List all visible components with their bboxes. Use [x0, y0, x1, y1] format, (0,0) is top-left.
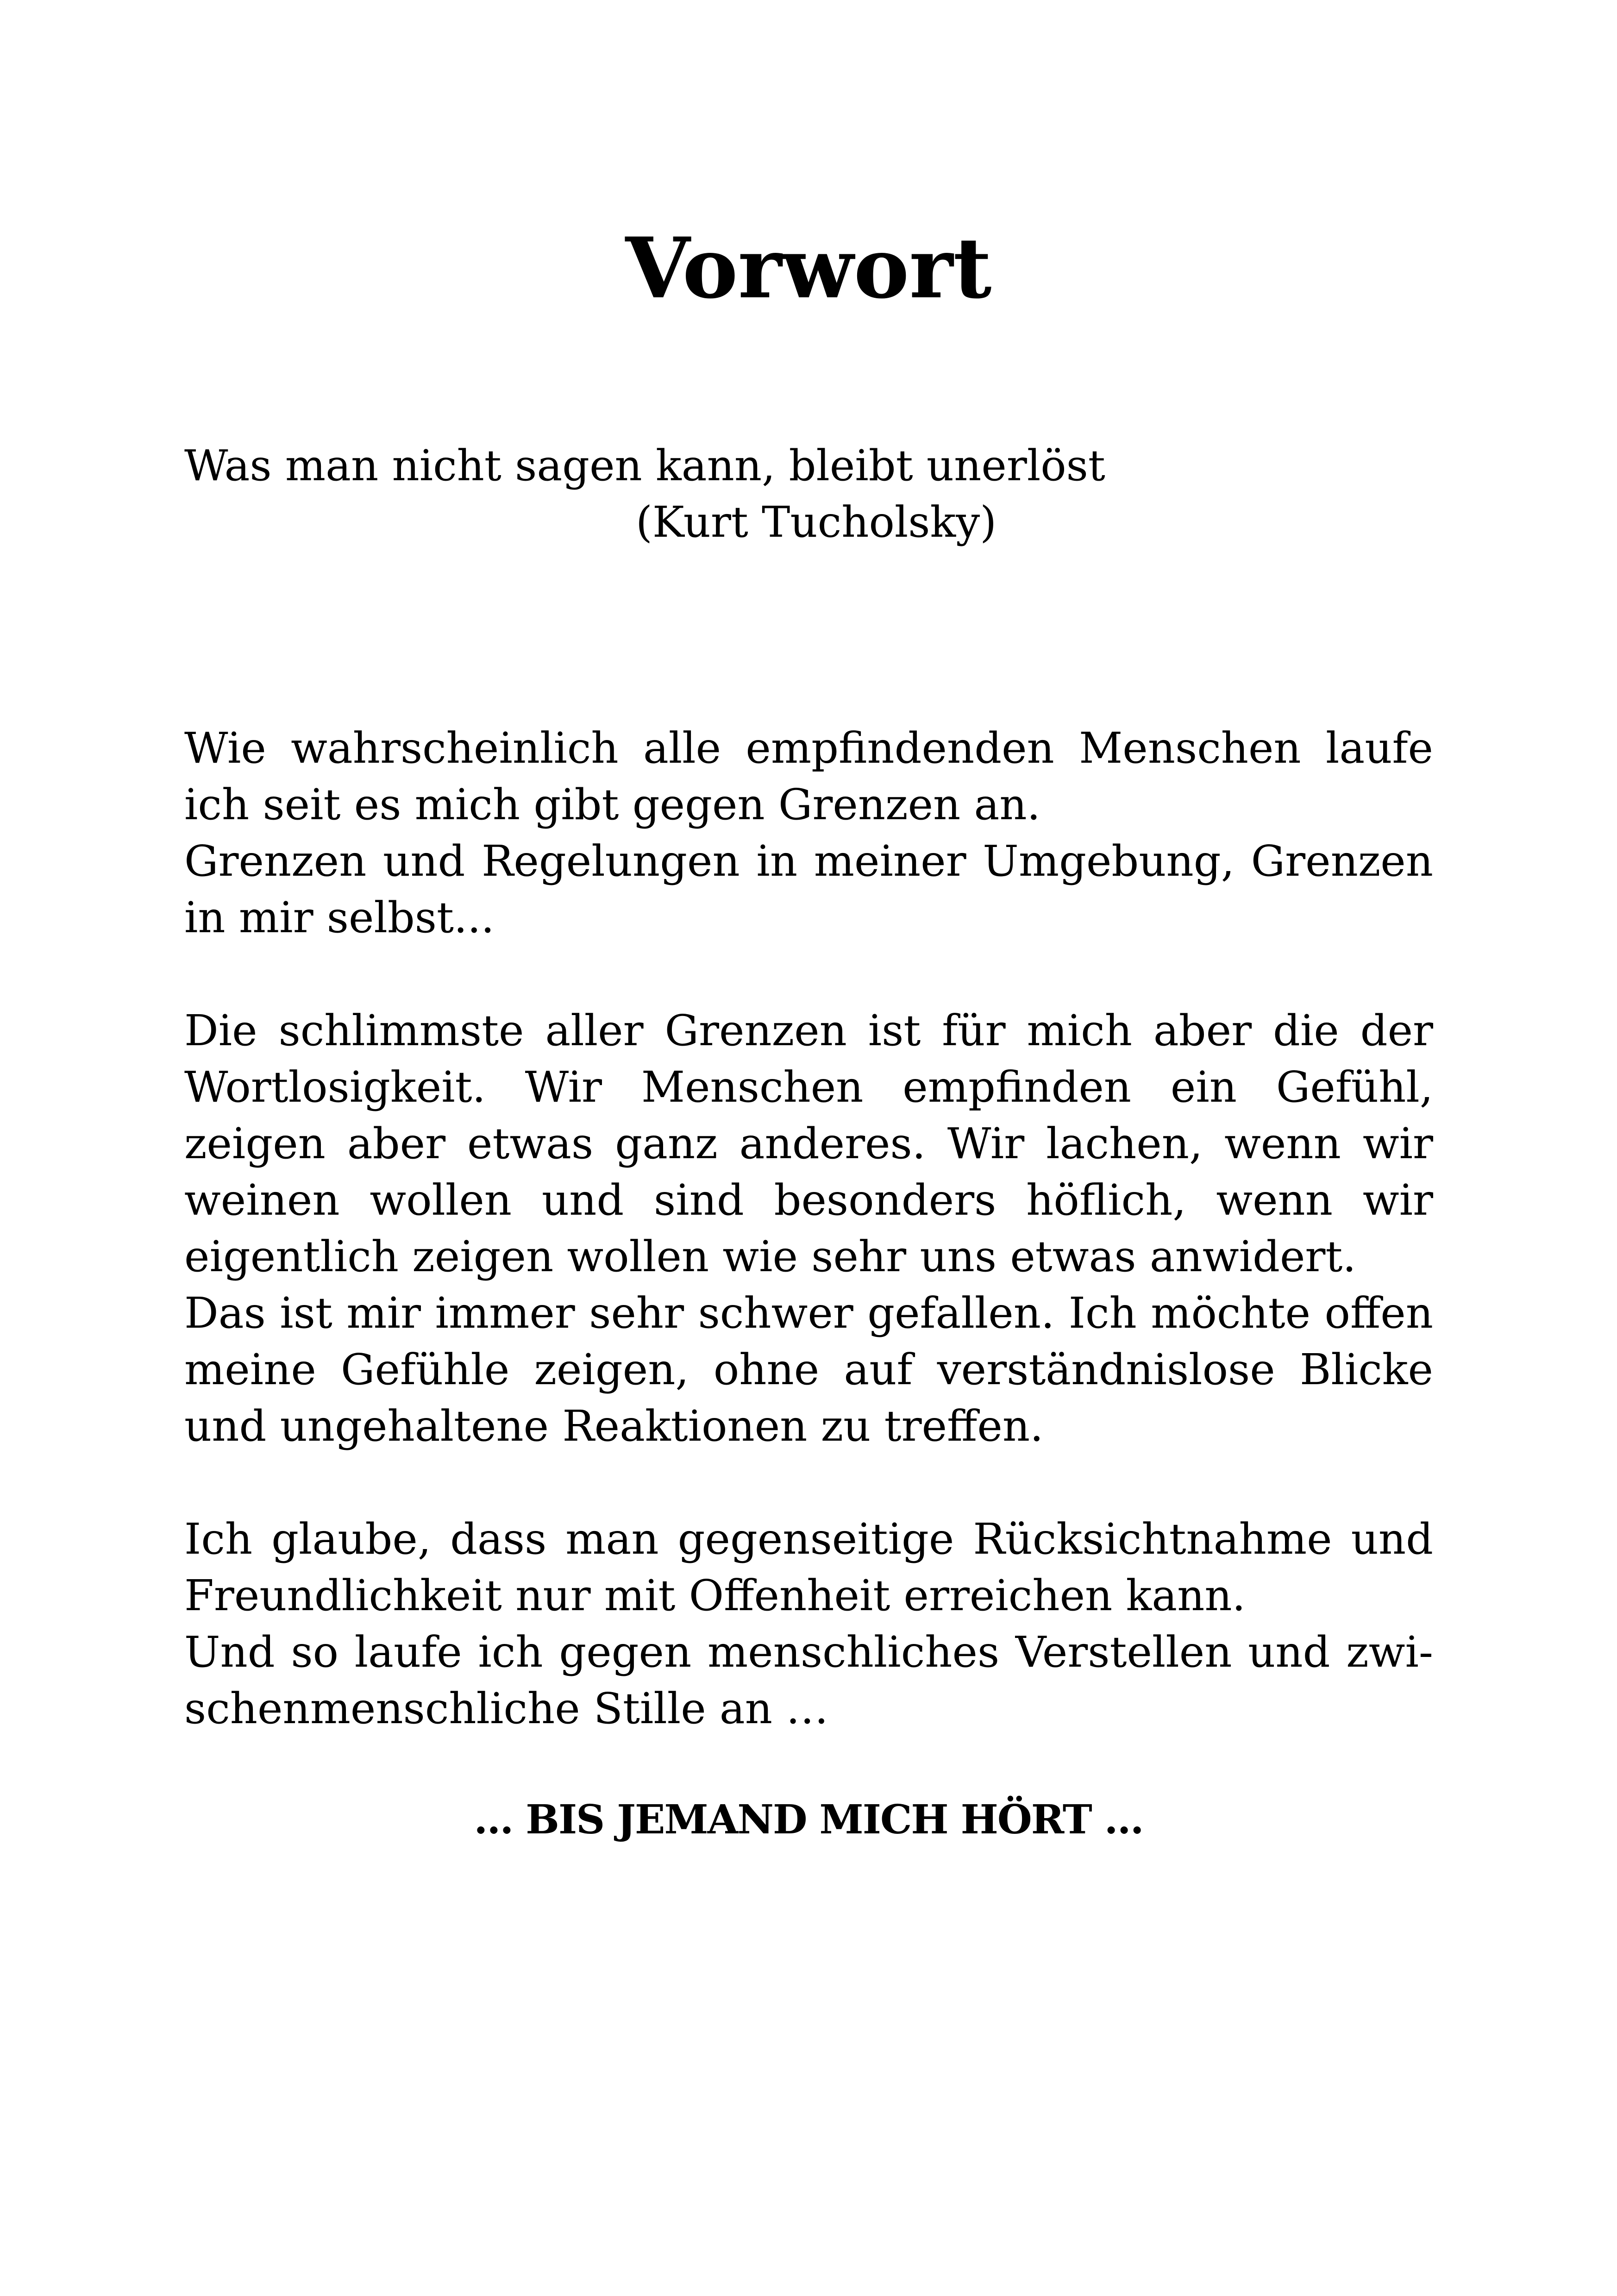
epigraph-author: (Kurt Tucholsky)	[636, 497, 997, 547]
paragraph: Das ist mir immer sehr schwer gefallen. Ich möchte offen meine Gefühle zeigen, ohne auf verständnislose Blicke und ungehaltene Reaktionen zu treffen.	[184, 1288, 1433, 1451]
page-title: Vorwort	[625, 220, 992, 317]
paragraph: Ich glaube, dass man gegenseitige Rücksichtnahme und Freundlichkeit nur mit Offenheit erreichen kann.	[184, 1514, 1433, 1620]
closing-line: … BIS JEMAND MICH HÖRT …	[474, 1796, 1143, 1843]
paragraph: Wie wahrscheinlich alle empfindenden Menschen laufe ich seit es mich gibt gegen Grenzen an.	[184, 723, 1433, 829]
paragraph: Die schlimmste aller Grenzen ist für mich aber die der Wortlosigkeit. Wir Menschen empfinden ein Gefühl, zeigen aber etwas ganz anderes. Wir lachen, wenn wir weinen wollen und sind besonders höflich, wenn wir eigentlich zeigen wollen wie sehr uns etwas anwidert.	[184, 1006, 1433, 1281]
body-text	[184, 720, 1433, 1737]
epigraph-quote: Was man nicht sagen kann, bleibt unerlöst	[184, 441, 1105, 490]
paragraph: Und so laufe ich gegen menschliches Verstellen und zwischenmenschliche Stille an …	[184, 1627, 1433, 1733]
paragraph: Grenzen und Regelungen in meiner Umgebung, Grenzen in mir selbst...	[184, 836, 1433, 942]
epigraph	[184, 438, 1435, 551]
